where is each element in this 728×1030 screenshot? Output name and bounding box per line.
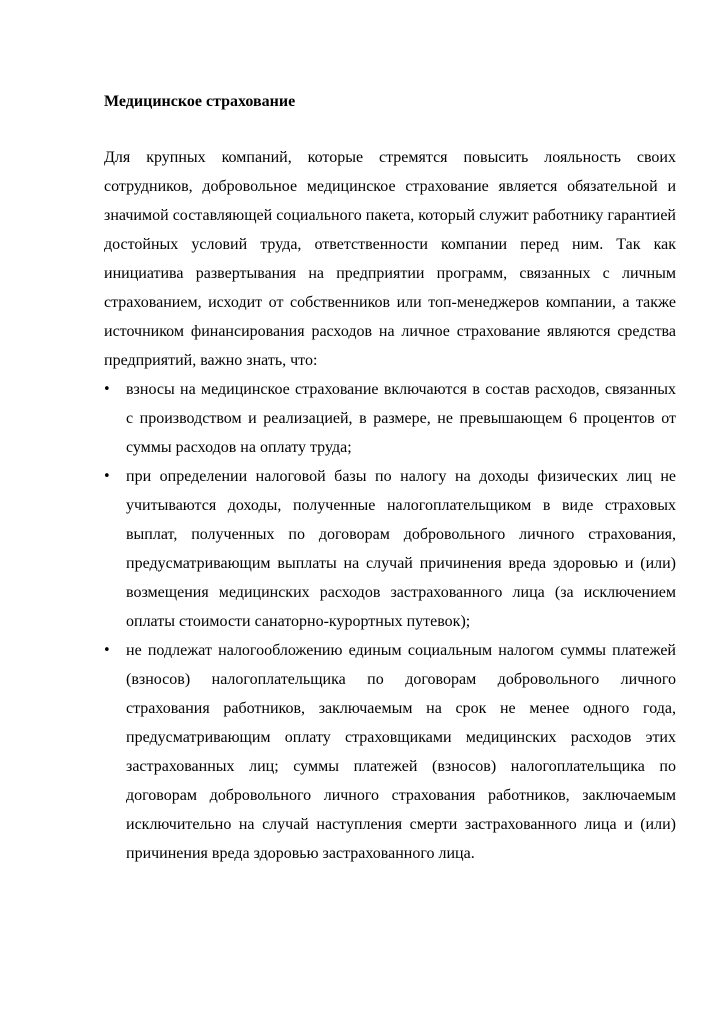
intro-paragraph: Для крупных компаний, которые стремятся повысить лояльность своих сотрудников, добровольное медицинское страхование является обязательной и значимой составляющей социального пакета, который служит работнику гарантией достойных условий труда, ответственности компании перед ним. Так как инициатива развертывания на предприятии программ, связанных с личным страхованием, исходит от собственников или топ-менеджеров компании, а также источником финансирования расходов на личное страхование являются средства предприятий, важно знать, что: bbox=[104, 149, 676, 369]
list-item-text: не подлежат налогообложению единым социальным налогом суммы платежей (взносов) налогоплательщика по договорам добровольного личного страхования работников, заключаемым на срок не менее одного года, предусматривающим оплату страховщиками медицинских расходов этих застрахованных лиц; суммы платежей (взносов) налогоплательщика по договорам добровольного личного страхования работников, заключаемым исключительно на случай наступления смерти застрахованного лица и (или) причинения вреда здоровью застрахованного лица. bbox=[126, 642, 676, 862]
list-item bbox=[104, 636, 676, 868]
bullet-icon: • bbox=[103, 382, 111, 397]
list-item-text: взносы на медицинское страхование включаются в состав расходов, связанных с производством и реализацией, в размере, не превышающем 6 процентов от суммы расходов на оплату труда; bbox=[126, 381, 676, 456]
conditions-list bbox=[104, 375, 676, 868]
bullet-icon: • bbox=[103, 643, 111, 658]
list-item bbox=[104, 375, 676, 462]
list-item bbox=[104, 462, 676, 636]
document-content bbox=[104, 92, 676, 868]
bullet-icon: • bbox=[103, 469, 111, 484]
document-heading: Медицинское страхование bbox=[104, 93, 296, 110]
list-item-text: при определении налоговой базы по налогу на доходы физических лиц не учитываются доходы, полученные налогоплательщиком в виде страховых выплат, полученных по договорам добровольного личного страхования, предусматривающим выплаты на случай причинения вреда здоровью и (или) возмещения медицинских расходов застрахованного лица (за исключением оплаты стоимости санаторно-курортных путевок); bbox=[126, 468, 676, 630]
